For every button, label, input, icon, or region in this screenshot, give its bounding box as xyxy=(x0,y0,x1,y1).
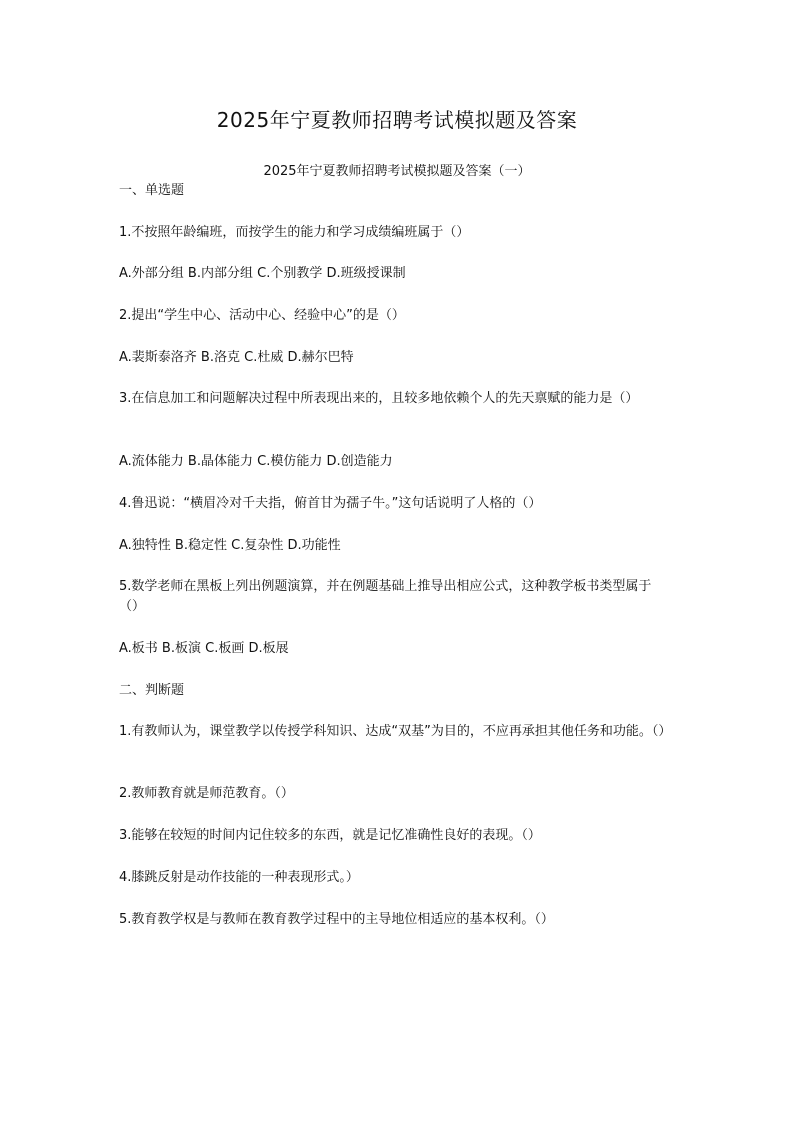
judgement-question: 1.有教师认为，课堂教学以传授学科知识、达成“双基”为目的，不应再承担其他任务和功能。（） xyxy=(119,724,672,739)
judgement-question: 5.教育教学权是与教师在教育教学过程中的主导地位相适应的基本权利。（） xyxy=(119,912,554,927)
question-options: A.流体能力 B.晶体能力 C.模仿能力 D.创造能力 xyxy=(119,454,393,469)
question-options: A.独特性 B.稳定性 C.复杂性 D.功能性 xyxy=(119,538,341,553)
question-stem: 3.在信息加工和问题解决过程中所表现出来的，且较多地依赖个人的先天禀赋的能力是（） xyxy=(119,391,639,406)
question-options: A.裴斯泰洛齐 B.洛克 C.杜威 D.赫尔巴特 xyxy=(119,350,354,365)
question-stem: 1.不按照年龄编班，而按学生的能力和学习成绩编班属于（） xyxy=(119,225,470,240)
document-subtitle: 2025年宁夏教师招聘考试模拟题及答案（一） xyxy=(263,164,531,179)
question-options: A.板书 B.板演 C.板画 D.板展 xyxy=(119,641,289,656)
judgement-question: 3.能够在较短的时间内记住较多的东西，就是记忆准确性良好的表现。（） xyxy=(119,828,541,843)
question-stem: 4.鲁迅说：“横眉冷对千夫指，俯首甘为孺子牛。”这句话说明了人格的（） xyxy=(119,496,542,511)
question-stem: 5.数学老师在黑板上列出例题演算，并在例题基础上推导出相应公式，这种教学板书类型属于（） xyxy=(119,579,652,614)
document-title: 2025年宁夏教师招聘考试模拟题及答案 xyxy=(216,108,578,132)
question-stem: 2.提出“学生中心、活动中心、经验中心”的是（） xyxy=(119,308,405,323)
judgement-question: 2.教师教育就是师范教育。（） xyxy=(119,786,294,801)
section-heading-true-false: 二、判断题 xyxy=(119,683,185,698)
question-options: A.外部分组 B.内部分组 C.个别教学 D.班级授课制 xyxy=(119,266,406,281)
judgement-question: 4.膝跳反射是动作技能的一种表现形式。） xyxy=(119,870,359,885)
section-heading-single-choice: 一、单选题 xyxy=(119,183,185,198)
